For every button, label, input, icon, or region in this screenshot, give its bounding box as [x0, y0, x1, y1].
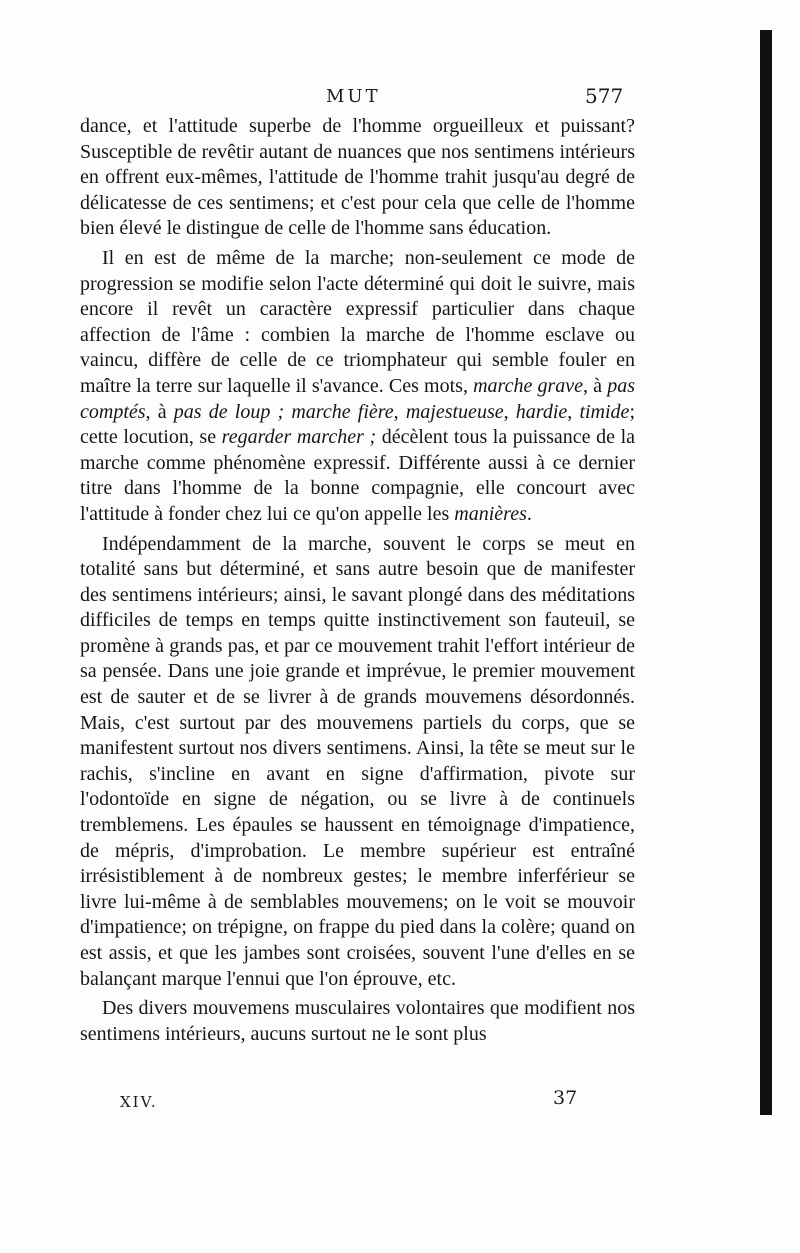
paragraph-2-text: décèlent tous la puissance de la marche comme phénomène expressif. Différente aussi à ce dernier titre dans l'homme de la bonne compagnie, elle concourt avec l'attitude à fonder chez lui ce qu'on appelle les — [80, 426, 636, 525]
running-head: MUT — [326, 86, 381, 107]
body-text — [80, 114, 635, 1051]
paragraph-2-text: , à — [145, 400, 174, 423]
italic-phrase: pas de loup ; marche fière — [173, 400, 394, 423]
italic-phrase: hardie — [515, 400, 568, 423]
paragraph-3: Indépendamment de la marche, souvent le corps se meut en totalité sans but déterminé, et sans autre besoin que de manifester des sentimens intérieurs; ainsi, le savant plongé dans des méditations difficiles de temps en temps quitte instinctivement son fauteuil, se promène à grands pas, et par ce mouvement trahit l'effort intérieur de sa pensée. Dans une joie grande et imprévue, le premier mouvement est de sauter et de se livrer à de grands mouvemens désordonnés. Mais, c'est surtout par des mouvemens partiels du corps, que se manifestent surtout nos divers sentimens. Ainsi, la tête se meut sur le rachis, s'incline en avant en signe d'affirmation, pivote sur l'odontoïde en signe de négation, ou se livre à de continuels tremblemens. Les épaules se haussent en témoignage d'impatience, de mépris, d'improbation. Le membre supérieur est entraîné irrésistiblement à de nombreux gestes; le membre inferférieur se livre lui-même à de semblables mouvemens; on le voit se mouvoir d'impatience; on trépigne, on frappe du pied dans la colère; quand on est assis, et que les jambes sont croisées, souvent l'une d'elles en se balançant marque l'ennui que l'on éprouve, etc. — [80, 532, 635, 990]
italic-phrase: pas comptés — [80, 374, 635, 423]
paragraph-2-text: , à — [583, 374, 608, 397]
italic-phrase: marche grave — [473, 374, 584, 397]
italic-phrase: manières — [454, 502, 527, 525]
italic-phrase: timide — [579, 400, 630, 423]
paragraph-2-text: , — [393, 400, 406, 423]
italic-phrase: regarder marcher ; — [221, 426, 377, 449]
paragraph-2-text: Il en est de même de la marche; non-seulement ce mode de progression se modifie selon l'acte déterminé qui doit le suivre, mais encore il revêt un caractère expressif particulier dans chaque affection de l'âme : combien la marche de l'homme esclave ou vaincu, diffère de celle de ce triomphateur qui semble fouler en maître la terre sur laquelle il s'avance. Ces mots, — [80, 246, 635, 397]
signature-mark: XIV. — [120, 1093, 158, 1111]
paragraph-4: Des divers mouvemens musculaires volontaires que modifient nos sentimens intérieurs, aucuns surtout ne le sont plus — [80, 997, 635, 1045]
page-number: 577 — [585, 84, 624, 108]
paragraph-2-text: , — [567, 400, 580, 423]
italic-phrase: majestueuse — [405, 400, 504, 423]
paragraph-2-text: , — [503, 400, 516, 423]
page-edge-shadow — [760, 30, 772, 1115]
paragraph-2 — [80, 246, 635, 528]
paragraph-1: dance, et l'attitude superbe de l'homme orgueilleux et puissant? Susceptible de revêtir autant de nuances que nos sentimens intérieurs en offrent eux-mêmes, l'attitude de l'homme trahit jusqu'au degré de délicatesse de ces sentimens; et c'est pour cela que celle de l'homme bien élevé le distingue de celle de l'homme sans éducation. — [80, 115, 635, 240]
paragraph-2-text: ; cette locution, se — [80, 400, 635, 449]
sheet-number: 37 — [553, 1087, 578, 1109]
paragraph-2-text: . — [526, 502, 532, 525]
